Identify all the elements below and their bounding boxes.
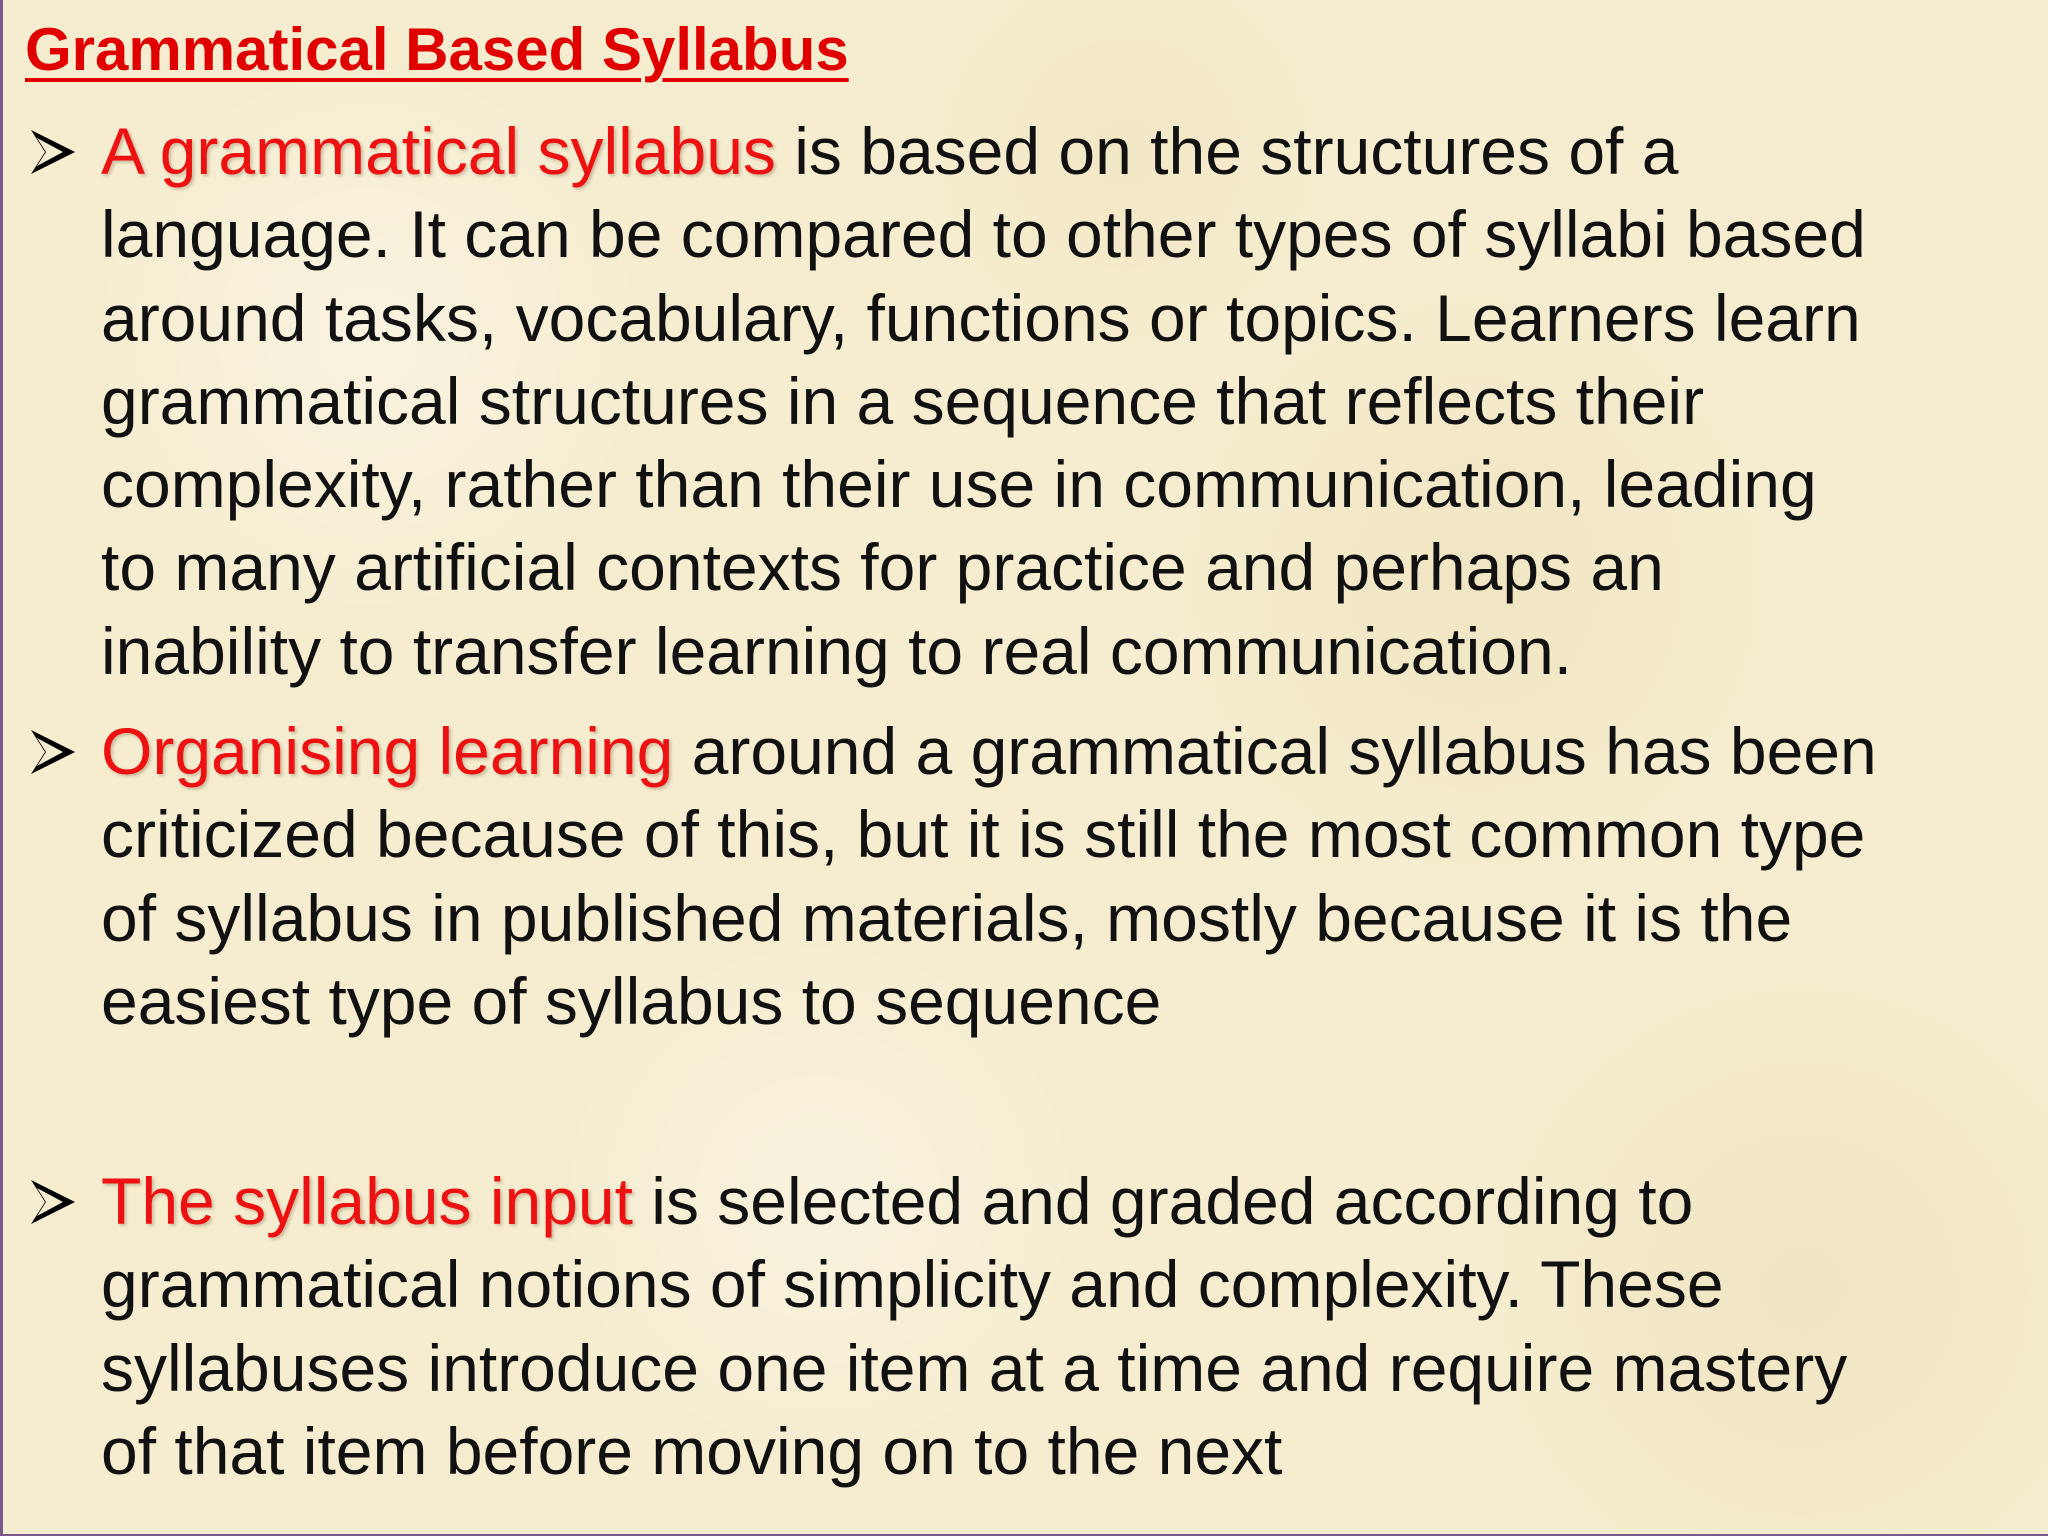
bullet-item <box>25 1160 2015 1493</box>
bullet-line: is selected and graded according to <box>632 1164 1694 1238</box>
bullet-line: of that item before moving on to the next <box>101 1413 1283 1488</box>
bullet-highlight: The syllabus input <box>101 1164 633 1238</box>
bullet-line: of syllabus in published materials, mostly because it is the <box>101 880 1793 955</box>
arrow-bullet-icon <box>25 710 101 793</box>
bullet-line: grammatical structures in a sequence that reflects their <box>101 363 1705 438</box>
bullet-text <box>101 710 2015 1043</box>
bullet-line: criticized because of this, but it is still the most common type <box>101 797 1866 872</box>
bullet-line: syllabuses introduce one item at a time and require mastery <box>101 1330 1848 1405</box>
bullet-line: complexity, rather than their use in communication, leading <box>101 447 1817 522</box>
bullet-line: language. It can be compared to other types of syllabi based <box>101 197 1866 272</box>
bullet-line: is based on the structures of a <box>775 114 1679 188</box>
bullet-line: inability to transfer learning to real communication. <box>101 613 1573 688</box>
arrow-bullet-icon <box>25 1160 101 1243</box>
bullet-text <box>101 1160 2015 1493</box>
bullet-item <box>25 710 2015 1043</box>
arrow-bullet-icon <box>25 110 101 193</box>
bullet-line: to many artificial contexts for practice and perhaps an <box>101 530 1664 605</box>
bullet-line: around a grammatical syllabus has been <box>673 714 1877 788</box>
bullet-text <box>101 110 2015 693</box>
slide-title: Grammatical Based Syllabus <box>25 16 849 83</box>
bullet-line: easiest type of syllabus to sequence <box>101 963 1162 1038</box>
bullet-line: grammatical notions of simplicity and complexity. These <box>101 1247 1724 1322</box>
bullet-highlight: Organising learning <box>101 714 674 788</box>
bullet-highlight: A grammatical syllabus <box>101 114 776 188</box>
bullet-item <box>25 110 2015 693</box>
bullet-line: around tasks, vocabulary, functions or topics. Learners learn <box>101 280 1861 355</box>
